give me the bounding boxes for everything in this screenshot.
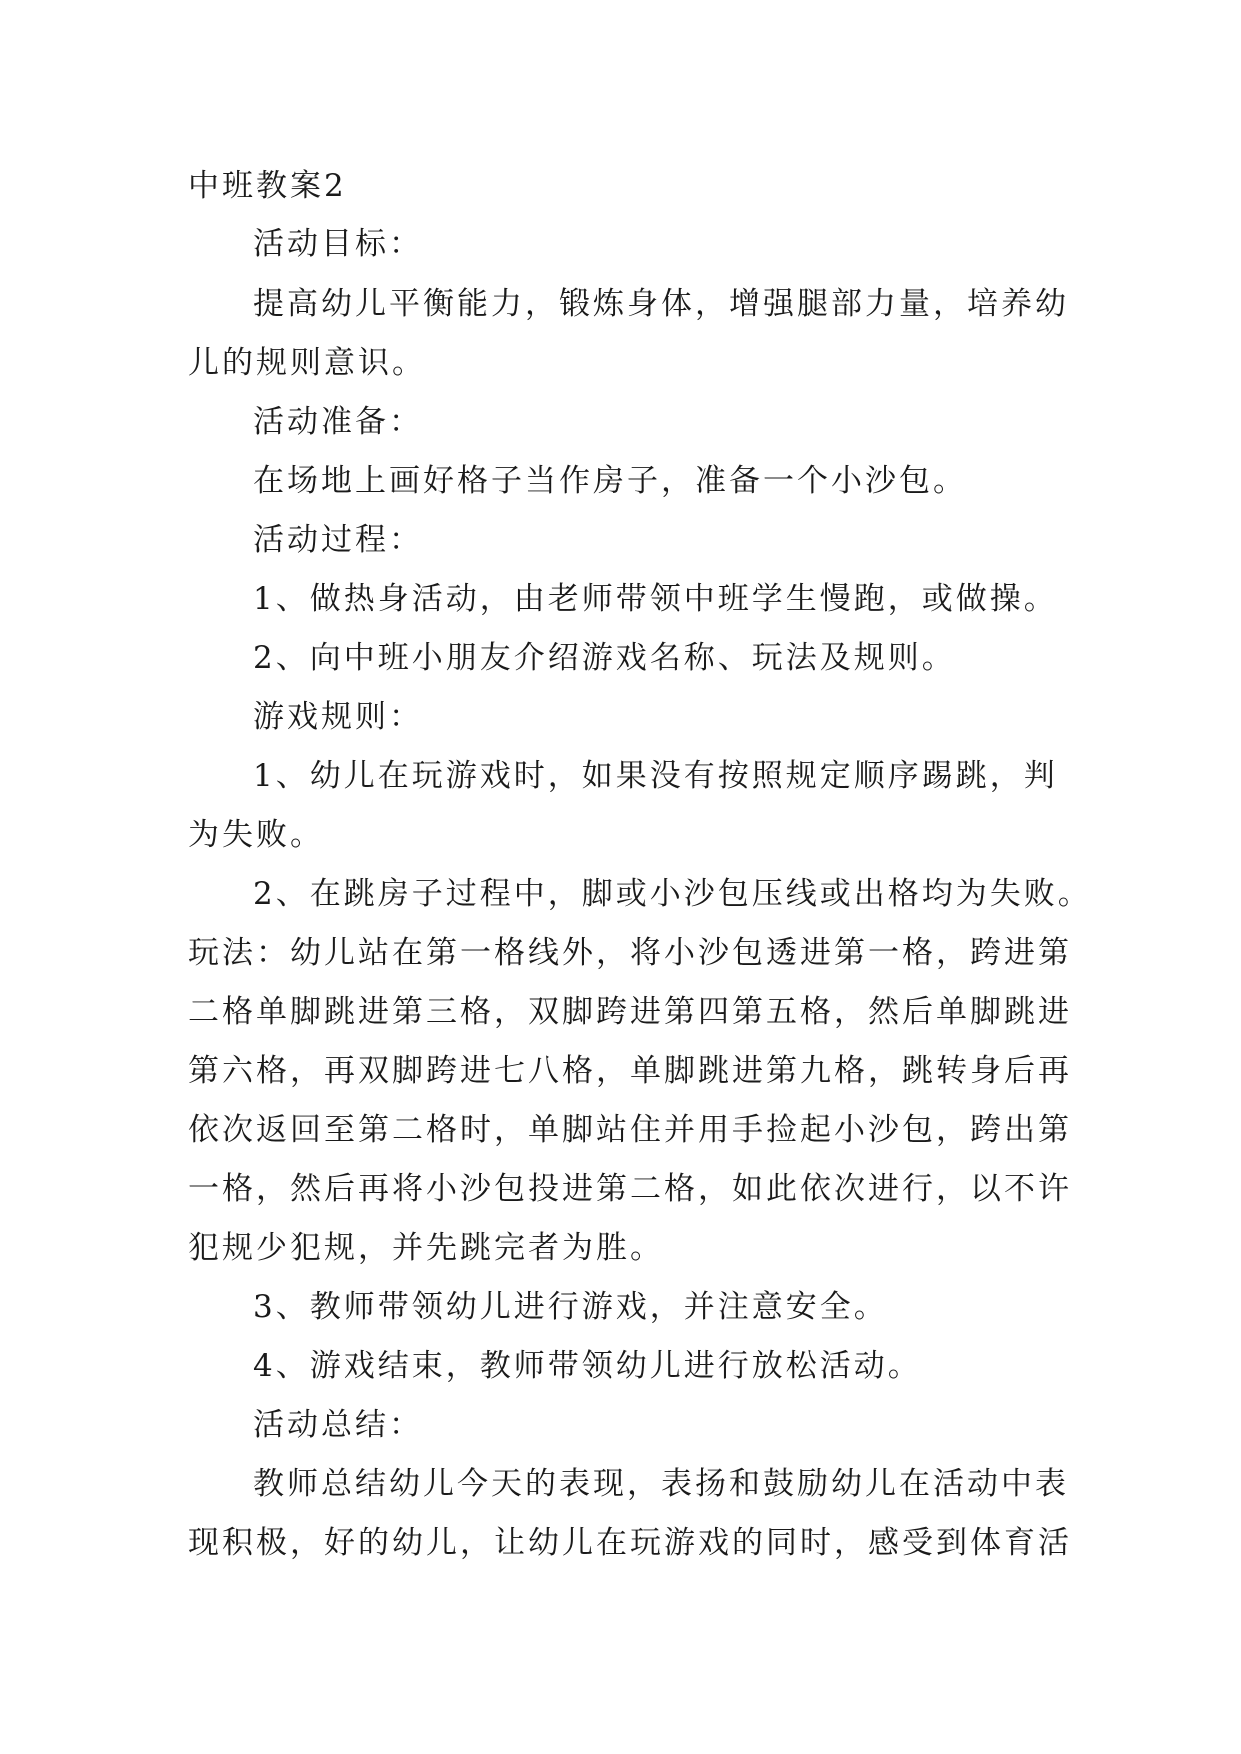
paragraph-line: 二格单脚跳进第三格，双脚跨进第四第五格，然后单脚跳进 [188,994,1072,1030]
paragraph-line: 为失败。 [188,817,324,853]
section-heading-process: 活动过程： [253,522,423,558]
paragraph-line: 教师总结幼儿今天的表现，表扬和鼓励幼儿在活动中表 [253,1466,1069,1502]
paragraph-line: 第六格，再双脚跨进七八格，单脚跳进第九格，跳转身后再 [188,1053,1072,1089]
list-item: 2、向中班小朋友介绍游戏名称、玩法及规则。 [253,640,956,676]
paragraph-line: 现积极，好的幼儿，让幼儿在玩游戏的同时，感受到体育活 [188,1525,1072,1561]
list-item: 1、做热身活动，由老师带领中班学生慢跑，或做操。 [253,581,1058,617]
paragraph-line: 犯规少犯规，并先跳完者为胜。 [188,1230,664,1266]
paragraph-line: 提高幼儿平衡能力，锻炼身体，增强腿部力量，培养幼 [253,286,1069,322]
list-item: 1、幼儿在玩游戏时，如果没有按照规定顺序踢跳，判 [253,758,1058,794]
paragraph-line: 玩法：幼儿站在第一格线外，将小沙包透进第一格，跨进第 [188,935,1072,971]
paragraph-line: 一格，然后再将小沙包投进第二格，如此依次进行，以不许 [188,1171,1072,1207]
section-heading-summary: 活动总结： [253,1407,423,1443]
section-heading-preparation: 活动准备： [253,404,423,440]
paragraph-line: 儿的规则意识。 [188,345,426,381]
paragraph-line: 在场地上画好格子当作房子，准备一个小沙包。 [253,463,967,499]
section-heading-goals: 活动目标： [253,226,423,262]
section-heading-rules: 游戏规则： [253,699,423,735]
list-item: 4、游戏结束，教师带领幼儿进行放松活动。 [253,1348,922,1384]
document-title: 中班教案2 [188,168,347,204]
list-item: 2、在跳房子过程中，脚或小沙包压线或出格均为失败。 [253,876,1092,912]
list-item: 3、教师带领幼儿进行游戏，并注意安全。 [253,1289,888,1325]
paragraph-line: 依次返回至第二格时，单脚站住并用手捡起小沙包，跨出第 [188,1112,1072,1148]
